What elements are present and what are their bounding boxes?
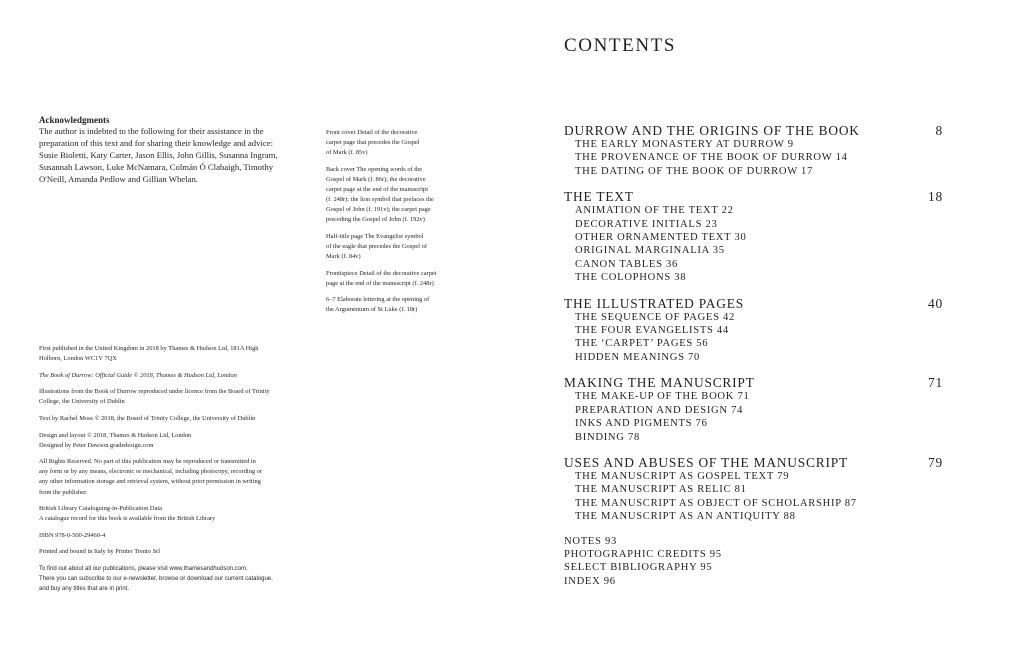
imprint-first-published bbox=[39, 344, 319, 364]
text-line: To find out about all our publications, please visit www.thamesandhudson.com. bbox=[39, 566, 248, 572]
toc-section-heading bbox=[564, 123, 943, 138]
toc-subsection: THE SEQUENCE OF PAGES 42 bbox=[575, 311, 736, 323]
toc-subsection: THE FOUR EVANGELISTS 44 bbox=[575, 325, 729, 337]
toc-section-heading bbox=[564, 189, 943, 204]
text-line: Text by Rachel Moss © 2018, the Board of Trinity College, the University of Dublin bbox=[39, 414, 256, 422]
text-line: Frontispiece Detail of the decorative carpet bbox=[326, 269, 437, 277]
toc-subsection: THE MANUSCRIPT AS RELIC 81 bbox=[575, 484, 747, 496]
text-line: British Library Cataloguing-in-Publication Data bbox=[39, 505, 162, 513]
text-line: Susannah Lawson, Luke McNamara, Colmán Ó Clabaigh, Timothy bbox=[39, 161, 274, 172]
imprint-website bbox=[39, 564, 319, 594]
caption-back-cover bbox=[326, 165, 476, 226]
text-line: 79 bbox=[928, 454, 943, 470]
toc-subsection: THE COLOPHONS 38 bbox=[575, 272, 687, 284]
image-captions bbox=[326, 128, 476, 322]
toc-subsection: THE PROVENANCE OF THE BOOK OF DURROW 14 bbox=[575, 152, 848, 164]
text-line: USES AND ABUSES OF THE MANUSCRIPT bbox=[564, 454, 848, 470]
toc-subsection: OTHER ORNAMENTED TEXT 30 bbox=[575, 232, 747, 244]
text-line: Design and layout © 2018, Thames & Hudson Ltd, London bbox=[39, 431, 192, 439]
toc-section-2 bbox=[564, 189, 944, 284]
toc-subsection: ANIMATION OF THE TEXT 22 bbox=[575, 205, 734, 217]
text-line: Designed by Peter Dawson gradedesign.com bbox=[39, 441, 154, 449]
text-line: THE TEXT bbox=[564, 189, 634, 205]
toc-subsection: ORIGINAL MARGINALIA 35 bbox=[575, 245, 725, 257]
imprint-illustrations bbox=[39, 387, 319, 407]
contents-title: CONTENTS bbox=[564, 35, 677, 56]
text-line: Holborn, London WC1V 7QX bbox=[39, 355, 117, 363]
toc-subsection: INKS AND PIGMENTS 76 bbox=[575, 418, 708, 430]
text-line: of Mark (f. 85v) bbox=[326, 149, 368, 157]
text-line: Back cover The opening words of the bbox=[326, 165, 423, 173]
text-line: 6–7 Elaborate lettering at the opening of bbox=[326, 296, 430, 304]
text-line: Printed and bound in Italy by Printer Trento Srl bbox=[39, 548, 161, 556]
toc-subsection: DECORATIVE INITIALS 23 bbox=[575, 218, 718, 230]
toc-subsection: THE MANUSCRIPT AS AN ANTIQUITY 88 bbox=[575, 511, 796, 523]
imprint-copyright bbox=[39, 371, 319, 381]
text-line: Gospel of Mark (f. 86r); the decorative bbox=[326, 175, 426, 183]
text-line: the Argumentum of St Luke (f. 18r) bbox=[326, 306, 418, 314]
caption-pages-6-7 bbox=[326, 295, 476, 315]
text-line: preceding the Gospel of John (f. 192v) bbox=[326, 216, 425, 224]
text-line: Illustrations from the Book of Durrow reproduced under licence from the Board of Trinity bbox=[39, 388, 270, 396]
toc-subsection: THE MANUSCRIPT AS OBJECT OF SCHOLARSHIP 87 bbox=[575, 497, 857, 509]
toc-back-item: NOTES 93 bbox=[564, 535, 617, 547]
toc-back-item: PHOTOGRAPHIC CREDITS 95 bbox=[564, 548, 722, 560]
toc-subsection: THE MAKE-UP OF THE BOOK 71 bbox=[575, 391, 750, 403]
imprint-cip bbox=[39, 504, 319, 524]
text-line: The Book of Durrow: Official Guide © 2018, Thames & Hudson Ltd, London bbox=[39, 371, 237, 379]
toc-section-3 bbox=[564, 296, 944, 365]
text-line: O'Neill, Amanda Pedlow and Gillian Whelan. bbox=[39, 173, 198, 184]
acknowledgments bbox=[39, 115, 299, 186]
acknowledgments-title: Acknowledgments bbox=[39, 115, 110, 125]
toc-section-heading bbox=[564, 375, 943, 390]
text-line: Half-title page The Evangelist symbol bbox=[326, 232, 424, 240]
text-line: carpet page that precedes the Gospel bbox=[326, 139, 420, 147]
toc-subsection: CANON TABLES 36 bbox=[575, 258, 679, 270]
text-line: (f. 248r); the lion symbol that prefaces the bbox=[326, 196, 434, 204]
toc-subsection: THE ‘CARPET’ PAGES 56 bbox=[575, 338, 709, 350]
toc-section-heading bbox=[564, 455, 943, 470]
toc-back-item: INDEX 96 bbox=[564, 575, 616, 587]
toc-section-1 bbox=[564, 123, 944, 178]
caption-frontispiece bbox=[326, 269, 476, 289]
text-line: MAKING THE MANUSCRIPT bbox=[564, 375, 755, 391]
caption-front-cover bbox=[326, 128, 476, 158]
toc-subsection: THE MANUSCRIPT AS GOSPEL TEXT 79 bbox=[575, 470, 790, 482]
table-of-contents bbox=[564, 123, 944, 588]
text-line: There you can subscribe to our e-newsletter, browse or download our current catalogue, bbox=[39, 576, 273, 583]
toc-subsection: PREPARATION AND DESIGN 74 bbox=[575, 404, 744, 416]
imprint bbox=[39, 344, 319, 594]
imprint-printed bbox=[39, 547, 319, 557]
toc-subsection: BINDING 78 bbox=[575, 431, 640, 443]
toc-subsection: THE DATING OF THE BOOK OF DURROW 17 bbox=[575, 165, 814, 177]
toc-section-5 bbox=[564, 455, 944, 524]
text-line: 71 bbox=[928, 375, 943, 391]
text-line: any other information storage and retrieval system, without prior permission in writing bbox=[39, 478, 261, 486]
text-line: 18 bbox=[928, 189, 943, 205]
text-line: Front cover Detail of the decorative bbox=[326, 129, 418, 136]
toc-section-4 bbox=[564, 375, 944, 444]
text-line: preparation of this text and for sharing their knowledge and advice: bbox=[39, 137, 274, 148]
text-line: College, the University of Dublin bbox=[39, 398, 125, 406]
text-line: any form or by any means, electronic or mechanical, including photocopy, recording or bbox=[39, 468, 263, 476]
text-line: 8 bbox=[935, 123, 943, 138]
text-line: ISBN 978-0-500-29460-4 bbox=[39, 531, 106, 539]
text-line: page at the end of the manuscript (f. 248r) bbox=[326, 279, 434, 287]
toc-back-matter bbox=[564, 535, 944, 589]
text-line: The author is indebted to the following for their assistance in the bbox=[39, 126, 264, 136]
imprint-isbn bbox=[39, 531, 319, 541]
text-line: First published in the United Kingdom in 2018 by Thames & Hudson Ltd, 181A High bbox=[39, 345, 259, 352]
text-line: DURROW AND THE ORIGINS OF THE BOOK bbox=[564, 123, 860, 138]
text-line: THE ILLUSTRATED PAGES bbox=[564, 295, 744, 311]
text-line: A catalogue record for this book is available from the British Library bbox=[39, 515, 216, 523]
text-line: Gospel of John (f. 191v); the carpet page bbox=[326, 206, 431, 214]
toc-subsection: HIDDEN MEANINGS 70 bbox=[575, 351, 701, 363]
caption-half-title bbox=[326, 232, 476, 262]
toc-back-item: SELECT BIBLIOGRAPHY 95 bbox=[564, 562, 713, 574]
text-line: from the publisher. bbox=[39, 488, 88, 496]
text-line: Susie Bioletti, Katy Carter, Jason Ellis, John Gillis, Susanna Ingram, bbox=[39, 149, 278, 160]
imprint-text-credit bbox=[39, 414, 319, 424]
toc-subsection: THE EARLY MONASTERY AT DURROW 9 bbox=[575, 139, 794, 150]
toc-section-heading bbox=[564, 296, 943, 311]
text-line: of the eagle that precedes the Gospel of bbox=[326, 242, 427, 250]
imprint-rights bbox=[39, 457, 319, 497]
text-line: carpet page at the end of the manuscript bbox=[326, 185, 429, 193]
text-line: Mark (f. 84v) bbox=[326, 253, 361, 261]
text-line: and buy any titles that are in print. bbox=[39, 586, 130, 593]
acknowledgments-text bbox=[39, 126, 299, 186]
imprint-design bbox=[39, 431, 319, 451]
text-line: 40 bbox=[928, 295, 943, 311]
text-line: All Rights Reserved. No part of this publication may be reproduced or transmitted in bbox=[39, 458, 256, 466]
